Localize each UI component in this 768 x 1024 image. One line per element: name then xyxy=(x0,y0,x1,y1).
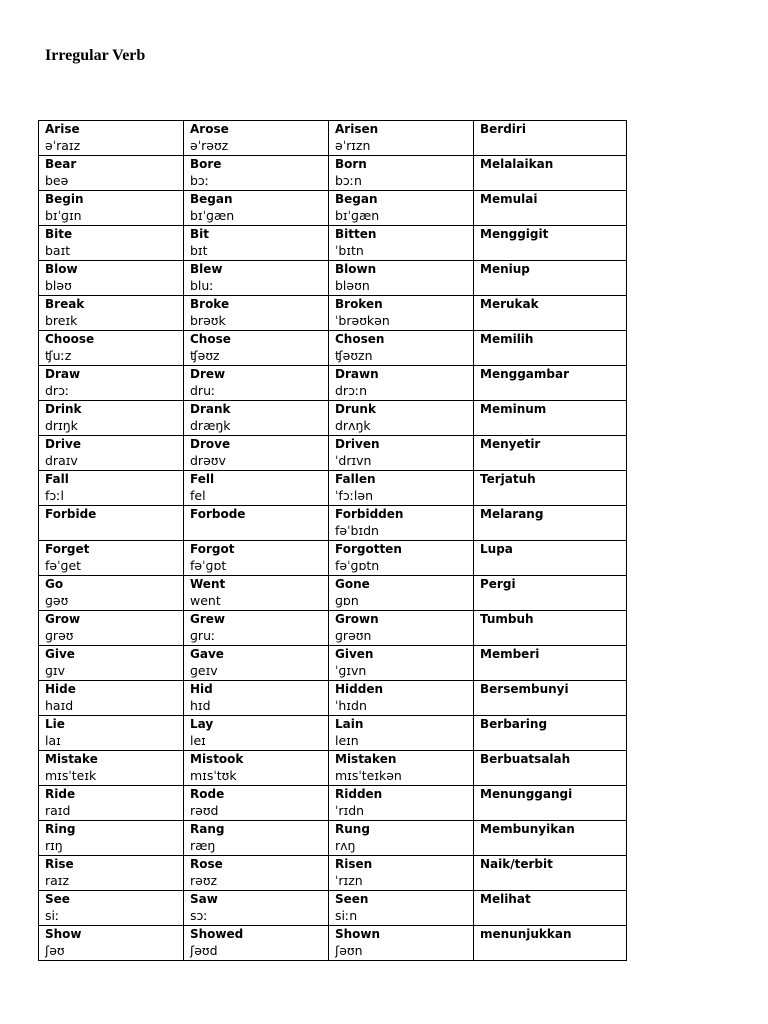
base-form-cell xyxy=(39,576,184,611)
meaning-text: Tumbuh xyxy=(480,612,534,626)
participle-word: Forgotten xyxy=(335,542,402,556)
participle-pronunciation: drɔːn xyxy=(335,383,368,398)
meaning-cell xyxy=(474,821,627,856)
past-word: Forbode xyxy=(190,507,246,521)
base-word: Rise xyxy=(45,857,74,871)
participle-form-cell xyxy=(329,401,474,436)
past-word: Drew xyxy=(190,367,226,381)
participle-form-cell xyxy=(329,191,474,226)
participle-pronunciation: ˈfɔːlən xyxy=(335,488,374,503)
meaning-cell xyxy=(474,786,627,821)
meaning-cell xyxy=(474,926,627,961)
participle-word: Began xyxy=(335,192,378,206)
participle-pronunciation: bləʊn xyxy=(335,278,370,293)
base-form-cell xyxy=(39,681,184,716)
past-pronunciation: ɡruː xyxy=(190,628,216,643)
base-word: Show xyxy=(45,927,82,941)
meaning-cell xyxy=(474,156,627,191)
table-row xyxy=(39,156,627,191)
meaning-text: Berdiri xyxy=(480,122,526,136)
participle-form-cell xyxy=(329,471,474,506)
past-word: Rang xyxy=(190,822,225,836)
meaning-text: Menggambar xyxy=(480,367,570,381)
participle-form-cell xyxy=(329,856,474,891)
table-row xyxy=(39,821,627,856)
page-title: Irregular Verb xyxy=(45,47,146,64)
table-row xyxy=(39,121,627,156)
past-form-cell xyxy=(184,891,329,926)
base-word: Fall xyxy=(45,472,69,486)
participle-form-cell xyxy=(329,576,474,611)
participle-form-cell xyxy=(329,926,474,961)
base-word: Grow xyxy=(45,612,81,626)
table-row xyxy=(39,541,627,576)
meaning-text: Bersembunyi xyxy=(480,682,569,696)
base-pronunciation: mɪsˈteɪk xyxy=(45,768,97,783)
participle-form-cell xyxy=(329,366,474,401)
table-row xyxy=(39,261,627,296)
meaning-cell xyxy=(474,646,627,681)
meaning-cell xyxy=(474,856,627,891)
participle-word: Given xyxy=(335,647,374,661)
meaning-cell xyxy=(474,296,627,331)
base-form-cell xyxy=(39,191,184,226)
participle-word: Shown xyxy=(335,927,381,941)
participle-word: Blown xyxy=(335,262,377,276)
participle-pronunciation: ʧəʊzn xyxy=(335,348,373,363)
participle-pronunciation: mɪsˈteɪkən xyxy=(335,768,402,783)
table-row xyxy=(39,891,627,926)
past-pronunciation: fel xyxy=(190,488,206,503)
irregular-verb-table xyxy=(38,120,627,961)
participle-form-cell xyxy=(329,681,474,716)
meaning-cell xyxy=(474,401,627,436)
participle-pronunciation: ˈbɪtn xyxy=(335,243,364,258)
base-word: Blow xyxy=(45,262,78,276)
past-pronunciation: dræŋk xyxy=(190,418,231,433)
participle-form-cell xyxy=(329,716,474,751)
participle-pronunciation: fəˈbɪdn xyxy=(335,523,379,538)
past-pronunciation: bɔː xyxy=(190,173,210,188)
participle-pronunciation: ˈɡɪvn xyxy=(335,663,367,678)
past-form-cell xyxy=(184,331,329,366)
table-row xyxy=(39,436,627,471)
meaning-text: Lupa xyxy=(480,542,513,556)
past-word: Gave xyxy=(190,647,224,661)
past-word: Bore xyxy=(190,157,222,171)
participle-pronunciation: bɪˈɡæn xyxy=(335,208,380,223)
meaning-cell xyxy=(474,331,627,366)
base-form-cell xyxy=(39,611,184,646)
meaning-text: Menggigit xyxy=(480,227,549,241)
base-pronunciation: raɪd xyxy=(45,803,71,818)
participle-word: Drawn xyxy=(335,367,379,381)
participle-pronunciation: ˈrɪdn xyxy=(335,803,365,818)
past-word: Showed xyxy=(190,927,244,941)
participle-form-cell xyxy=(329,821,474,856)
base-form-cell xyxy=(39,401,184,436)
base-pronunciation: bləʊ xyxy=(45,278,72,293)
past-form-cell xyxy=(184,716,329,751)
participle-word: Arisen xyxy=(335,122,379,136)
participle-word: Drunk xyxy=(335,402,376,416)
past-word: Forgot xyxy=(190,542,235,556)
base-form-cell xyxy=(39,926,184,961)
past-word: Drove xyxy=(190,437,231,451)
meaning-text: Menunggangi xyxy=(480,787,573,801)
participle-pronunciation: rʌŋ xyxy=(335,838,356,853)
past-word: Fell xyxy=(190,472,215,486)
base-word: Hide xyxy=(45,682,76,696)
past-form-cell xyxy=(184,261,329,296)
past-form-cell xyxy=(184,856,329,891)
participle-pronunciation: ɡɒn xyxy=(335,593,359,608)
base-pronunciation: raɪz xyxy=(45,873,70,888)
participle-form-cell xyxy=(329,121,474,156)
past-word: Arose xyxy=(190,122,229,136)
table-row xyxy=(39,751,627,786)
base-word: Break xyxy=(45,297,85,311)
participle-word: Mistaken xyxy=(335,752,397,766)
participle-word: Driven xyxy=(335,437,380,451)
participle-word: Broken xyxy=(335,297,383,311)
base-form-cell xyxy=(39,541,184,576)
table-row xyxy=(39,506,627,541)
past-word: Bit xyxy=(190,227,209,241)
participle-pronunciation: ʃəʊn xyxy=(335,943,363,958)
table-row xyxy=(39,856,627,891)
meaning-cell xyxy=(474,716,627,751)
past-pronunciation: sɔː xyxy=(190,908,208,923)
participle-pronunciation: siːn xyxy=(335,908,358,923)
table-row xyxy=(39,926,627,961)
participle-word: Hidden xyxy=(335,682,384,696)
base-word: Bite xyxy=(45,227,73,241)
base-form-cell xyxy=(39,716,184,751)
table-row xyxy=(39,331,627,366)
base-pronunciation: laɪ xyxy=(45,733,61,748)
past-word: Rode xyxy=(190,787,225,801)
meaning-cell xyxy=(474,436,627,471)
past-form-cell xyxy=(184,576,329,611)
past-form-cell xyxy=(184,611,329,646)
participle-form-cell xyxy=(329,786,474,821)
table-row xyxy=(39,366,627,401)
table-row xyxy=(39,401,627,436)
base-pronunciation: ɡɪv xyxy=(45,663,65,678)
meaning-text: Membunyikan xyxy=(480,822,575,836)
base-word: Go xyxy=(45,577,64,591)
past-pronunciation: fəˈɡɒt xyxy=(190,558,227,573)
meaning-text: Berbuatsalah xyxy=(480,752,571,766)
base-form-cell xyxy=(39,366,184,401)
past-form-cell xyxy=(184,681,329,716)
participle-pronunciation: drʌŋk xyxy=(335,418,371,433)
participle-pronunciation: fəˈɡɒtn xyxy=(335,558,380,573)
participle-word: Fallen xyxy=(335,472,376,486)
meaning-text: Terjatuh xyxy=(480,472,536,486)
meaning-cell xyxy=(474,506,627,541)
table-row xyxy=(39,611,627,646)
table-row xyxy=(39,576,627,611)
past-form-cell xyxy=(184,401,329,436)
base-form-cell xyxy=(39,786,184,821)
base-form-cell xyxy=(39,226,184,261)
base-word: Mistake xyxy=(45,752,98,766)
table-row xyxy=(39,716,627,751)
base-pronunciation: haɪd xyxy=(45,698,74,713)
past-word: Saw xyxy=(190,892,218,906)
base-form-cell xyxy=(39,891,184,926)
past-pronunciation: ɡeɪv xyxy=(190,663,218,678)
base-form-cell xyxy=(39,471,184,506)
past-form-cell xyxy=(184,226,329,261)
participle-form-cell xyxy=(329,436,474,471)
base-pronunciation: draɪv xyxy=(45,453,78,468)
participle-form-cell xyxy=(329,506,474,541)
base-word: Choose xyxy=(45,332,95,346)
meaning-text: Melarang xyxy=(480,507,544,521)
participle-word: Rung xyxy=(335,822,370,836)
base-word: Give xyxy=(45,647,75,661)
participle-form-cell xyxy=(329,331,474,366)
past-word: Rose xyxy=(190,857,223,871)
past-word: Blew xyxy=(190,262,223,276)
base-word: Draw xyxy=(45,367,81,381)
participle-form-cell xyxy=(329,891,474,926)
meaning-cell xyxy=(474,891,627,926)
participle-word: Seen xyxy=(335,892,369,906)
participle-word: Bitten xyxy=(335,227,377,241)
past-form-cell xyxy=(184,191,329,226)
base-pronunciation: beə xyxy=(45,173,69,188)
past-pronunciation: druː xyxy=(190,383,216,398)
meaning-text: Meminum xyxy=(480,402,547,416)
table-row xyxy=(39,646,627,681)
base-pronunciation: drɪŋk xyxy=(45,418,78,433)
meaning-cell xyxy=(474,191,627,226)
meaning-text: Merukak xyxy=(480,297,539,311)
base-pronunciation: baɪt xyxy=(45,243,71,258)
past-form-cell xyxy=(184,366,329,401)
participle-form-cell xyxy=(329,296,474,331)
base-form-cell xyxy=(39,296,184,331)
past-form-cell xyxy=(184,296,329,331)
past-pronunciation: leɪ xyxy=(190,733,206,748)
participle-pronunciation: əˈrɪzn xyxy=(335,138,371,153)
past-pronunciation: bɪt xyxy=(190,243,208,258)
base-pronunciation: ɡrəʊ xyxy=(45,628,74,643)
base-pronunciation: ɡəʊ xyxy=(45,593,69,608)
base-pronunciation: ʧuːz xyxy=(45,348,72,363)
base-word: Bear xyxy=(45,157,77,171)
meaning-cell xyxy=(474,681,627,716)
base-pronunciation: fəˈɡet xyxy=(45,558,82,573)
base-pronunciation: əˈraɪz xyxy=(45,138,81,153)
base-form-cell xyxy=(39,751,184,786)
past-pronunciation: mɪsˈtʊk xyxy=(190,768,237,783)
participle-pronunciation: leɪn xyxy=(335,733,359,748)
base-pronunciation: drɔː xyxy=(45,383,70,398)
base-word: Arise xyxy=(45,122,80,136)
meaning-cell xyxy=(474,261,627,296)
base-form-cell xyxy=(39,856,184,891)
base-pronunciation: bɪˈɡɪn xyxy=(45,208,82,223)
base-form-cell xyxy=(39,156,184,191)
participle-pronunciation: ˈhɪdn xyxy=(335,698,367,713)
past-word: Went xyxy=(190,577,226,591)
past-form-cell xyxy=(184,821,329,856)
base-word: Ride xyxy=(45,787,76,801)
meaning-text: Memulai xyxy=(480,192,538,206)
base-pronunciation: ʃəʊ xyxy=(45,943,65,958)
participle-form-cell xyxy=(329,226,474,261)
past-word: Hid xyxy=(190,682,213,696)
past-form-cell xyxy=(184,436,329,471)
past-pronunciation: rəʊd xyxy=(190,803,219,818)
past-pronunciation: ʧəʊz xyxy=(190,348,220,363)
meaning-text: Memilih xyxy=(480,332,534,346)
meaning-cell xyxy=(474,751,627,786)
base-word: Forget xyxy=(45,542,90,556)
table-row xyxy=(39,191,627,226)
past-form-cell xyxy=(184,121,329,156)
participle-word: Chosen xyxy=(335,332,385,346)
participle-form-cell xyxy=(329,611,474,646)
meaning-cell xyxy=(474,226,627,261)
meaning-cell xyxy=(474,471,627,506)
participle-pronunciation: bɔːn xyxy=(335,173,362,188)
base-form-cell xyxy=(39,506,184,541)
base-word: Lie xyxy=(45,717,65,731)
past-form-cell xyxy=(184,646,329,681)
past-pronunciation: əˈrəʊz xyxy=(190,138,229,153)
meaning-text: Memberi xyxy=(480,647,540,661)
meaning-text: Pergi xyxy=(480,577,516,591)
past-word: Drank xyxy=(190,402,231,416)
base-word: Forbide xyxy=(45,507,97,521)
past-pronunciation: bɪˈɡæn xyxy=(190,208,235,223)
meaning-cell xyxy=(474,541,627,576)
participle-pronunciation: ˈdrɪvn xyxy=(335,453,372,468)
meaning-cell xyxy=(474,366,627,401)
participle-word: Gone xyxy=(335,577,370,591)
base-pronunciation: rɪŋ xyxy=(45,838,63,853)
past-pronunciation: hɪd xyxy=(190,698,211,713)
participle-form-cell xyxy=(329,261,474,296)
base-form-cell xyxy=(39,436,184,471)
participle-pronunciation: ɡrəʊn xyxy=(335,628,372,643)
past-word: Mistook xyxy=(190,752,244,766)
past-pronunciation: rəʊz xyxy=(190,873,218,888)
meaning-cell xyxy=(474,611,627,646)
past-word: Chose xyxy=(190,332,231,346)
past-pronunciation: drəʊv xyxy=(190,453,226,468)
base-word: Ring xyxy=(45,822,76,836)
base-word: Begin xyxy=(45,192,84,206)
past-pronunciation: ræŋ xyxy=(190,838,216,853)
past-form-cell xyxy=(184,751,329,786)
past-word: Lay xyxy=(190,717,214,731)
base-form-cell xyxy=(39,331,184,366)
table-row xyxy=(39,681,627,716)
participle-pronunciation: ˈrɪzn xyxy=(335,873,363,888)
meaning-cell xyxy=(474,121,627,156)
participle-form-cell xyxy=(329,156,474,191)
meaning-text: Melalaikan xyxy=(480,157,554,171)
base-pronunciation: breɪk xyxy=(45,313,78,328)
table-row xyxy=(39,226,627,261)
meaning-text: Menyetir xyxy=(480,437,541,451)
past-pronunciation: ʃəʊd xyxy=(190,943,218,958)
base-form-cell xyxy=(39,821,184,856)
meaning-text: Melihat xyxy=(480,892,531,906)
participle-pronunciation: ˈbrəʊkən xyxy=(335,313,390,328)
meaning-cell xyxy=(474,576,627,611)
participle-word: Risen xyxy=(335,857,373,871)
participle-form-cell xyxy=(329,541,474,576)
table-row xyxy=(39,471,627,506)
participle-word: Born xyxy=(335,157,367,171)
past-word: Broke xyxy=(190,297,230,311)
participle-word: Grown xyxy=(335,612,379,626)
past-form-cell xyxy=(184,541,329,576)
base-pronunciation: fɔːl xyxy=(45,488,64,503)
past-form-cell xyxy=(184,156,329,191)
meaning-text: Naik/terbit xyxy=(480,857,553,871)
past-word: Began xyxy=(190,192,233,206)
meaning-text: menunjukkan xyxy=(480,927,572,941)
participle-form-cell xyxy=(329,646,474,681)
past-word: Grew xyxy=(190,612,225,626)
base-word: Drive xyxy=(45,437,81,451)
past-form-cell xyxy=(184,926,329,961)
base-form-cell xyxy=(39,646,184,681)
participle-word: Lain xyxy=(335,717,364,731)
base-word: See xyxy=(45,892,70,906)
past-pronunciation: bluː xyxy=(190,278,214,293)
past-form-cell xyxy=(184,786,329,821)
base-form-cell xyxy=(39,261,184,296)
participle-word: Forbidden xyxy=(335,507,404,521)
meaning-text: Berbaring xyxy=(480,717,548,731)
past-form-cell xyxy=(184,471,329,506)
past-pronunciation: went xyxy=(190,593,221,608)
participle-form-cell xyxy=(329,751,474,786)
base-form-cell xyxy=(39,121,184,156)
base-word: Drink xyxy=(45,402,82,416)
past-form-cell xyxy=(184,506,329,541)
past-pronunciation: brəʊk xyxy=(190,313,226,328)
verb-table-body xyxy=(39,121,627,961)
base-pronunciation: siː xyxy=(45,908,60,923)
participle-word: Ridden xyxy=(335,787,383,801)
meaning-text: Meniup xyxy=(480,262,530,276)
table-row xyxy=(39,786,627,821)
table-row xyxy=(39,296,627,331)
